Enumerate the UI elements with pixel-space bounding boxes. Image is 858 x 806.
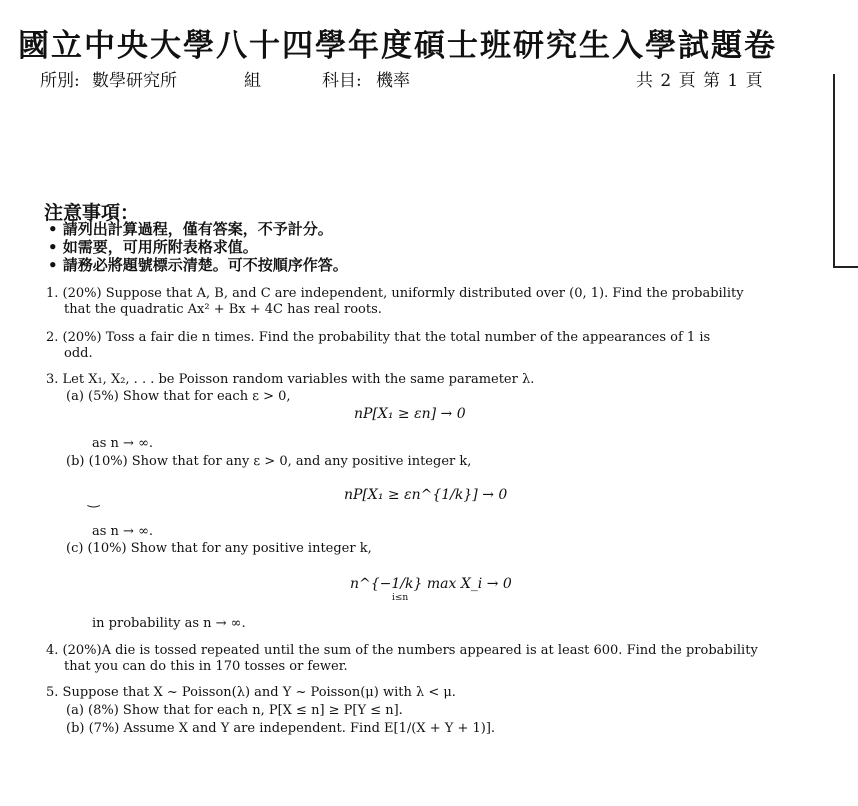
question-1-line-1: 1. (20%) Suppose that A, B, and C are independent, uniformly distributed over (0, 1). Find the probability — [46, 286, 744, 301]
note-item-2: • 如需要，可用所附表格求值。 — [48, 238, 258, 256]
question-3b-equation: nP[X₁ ≥ εn^{1/k}] → 0 — [344, 487, 508, 503]
question-3c-subscript: i≤n — [392, 593, 409, 603]
exam-title: 國立中央大學八十四學年度碩士班研究生入學試題卷 — [18, 28, 777, 64]
question-1-line-2: that the quadratic Ax² + Bx + 4C has real roots. — [64, 302, 382, 317]
question-3a-tail: as n → ∞. — [92, 436, 154, 451]
question-5b: (b) (7%) Assume X and Y are independent. Find E[1/(X + Y + 1)]. — [66, 721, 496, 736]
note-item-3: • 請務必將題號標示清楚。可不按順序作答。 — [48, 256, 348, 274]
question-3c-tail: in probability as n → ∞. — [92, 616, 246, 631]
question-2-line-1: 2. (20%) Toss a fair die n times. Find the probability that the total number of the appearances of 1 is — [46, 330, 711, 345]
question-3a-text: (a) (5%) Show that for each ε > 0, — [66, 389, 291, 404]
department-label: 所別: — [40, 71, 80, 91]
question-3c-text: (c) (10%) Show that for any positive integer k, — [66, 541, 372, 556]
question-5-intro: 5. Suppose that X ~ Poisson(λ) and Y ~ Poisson(μ) with λ < μ. — [46, 685, 456, 700]
question-4-line-1: 4. (20%)A die is tossed repeated until the sum of the numbers appeared is at least 600. Find the probability — [46, 643, 758, 658]
question-3a-equation: nP[X₁ ≥ εn] → 0 — [354, 406, 466, 422]
question-3b-text: (b) (10%) Show that for any ε > 0, and any positive integer k, — [66, 454, 472, 469]
note-item-1: • 請列出計算過程，僅有答案，不予計分。 — [48, 220, 333, 238]
question-2-line-2: odd. — [64, 346, 93, 361]
question-3b-tail: as n → ∞. — [92, 524, 154, 539]
department-name: 數學研究所 — [92, 71, 177, 91]
notes-title: 注意事項： — [44, 202, 140, 224]
scan-mark: ‿ — [88, 492, 100, 508]
question-5a: (a) (8%) Show that for each n, P[X ≤ n] ≥ P[Y ≤ n]. — [66, 703, 403, 718]
subject-label: 科目: — [322, 71, 362, 91]
subject-name: 機率 — [376, 71, 410, 91]
question-3-intro: 3. Let X₁, X₂, . . . be Poisson random variables with the same parameter λ. — [46, 372, 535, 387]
question-3c-equation: n^{−1/k} max X_i → 0 — [350, 576, 512, 592]
question-4-line-2: that you can do this in 170 tosses or fewer. — [64, 659, 348, 674]
margin-stamp-box — [833, 74, 858, 268]
group-label: 組 — [244, 71, 261, 91]
page-counter: 共 2 頁 第 1 頁 — [636, 71, 764, 91]
